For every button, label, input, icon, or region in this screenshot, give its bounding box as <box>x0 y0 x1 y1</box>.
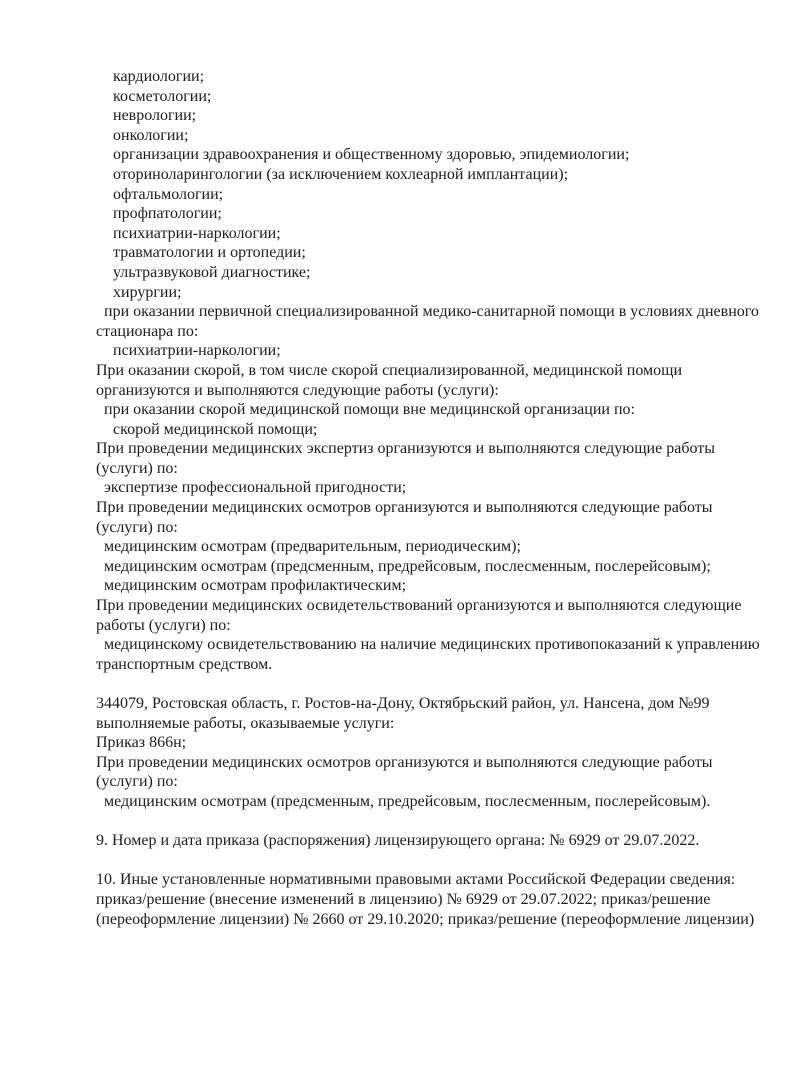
text-line: профпатологии; <box>113 205 222 223</box>
text-line: При проведении медицинских осмотров организуются и выполняются следующие работы <box>96 753 713 771</box>
text-line: При оказании скорой, в том числе скорой специализированной, медицинской помощи <box>96 361 683 379</box>
text-line: экспертизе профессиональной пригодности; <box>104 479 407 497</box>
blank-line <box>96 851 782 871</box>
text-line: организуются и выполняются следующие работы (услуги): <box>96 381 499 399</box>
text-line: при оказании скорой медицинской помощи вне медицинской организации по: <box>104 401 635 419</box>
text-line: травматологии и ортопедии; <box>113 244 306 262</box>
text-line: Приказ 866н; <box>96 734 187 752</box>
text-line: психиатрии-наркологии; <box>113 224 281 242</box>
text-line: стационара по: <box>96 322 199 340</box>
text-line: офтальмологии; <box>113 185 224 203</box>
text-line: косметологии; <box>113 87 212 105</box>
text-line: (услуги) по: <box>96 773 178 791</box>
text-line: (услуги) по: <box>96 518 178 536</box>
text-line: При проведении медицинских освидетельствований организуются и выполняются следующие <box>96 597 742 615</box>
text-line: 9. Номер и дата приказа (распоряжения) лицензирующего органа: № 6929 от 29.07.2022. <box>96 832 700 850</box>
text-line: медицинским осмотрам (предварительным, периодическим); <box>104 538 521 556</box>
text-line: 344079, Ростовская область, г. Ростов-на-Дону, Октябрьский район, ул. Нансена, дом №99 <box>96 695 710 712</box>
text-line: транспортным средством. <box>96 655 273 673</box>
text-line: ультразвуковой диагностике; <box>113 263 311 281</box>
text-line: медицинскому освидетельствованию на наличие медицинских противопоказаний к управлению <box>104 636 760 654</box>
text-line: (переоформление лицензии) № 2660 от 29.10.2020; приказ/решение (переоформление лицензии) <box>96 910 755 928</box>
text-line: медицинским осмотрам профилактическим; <box>104 577 407 595</box>
text-line: при оказании первичной специализированной медико-санитарной помощи в условиях дневного <box>104 303 759 321</box>
text-line: хирургии; <box>113 283 182 301</box>
text-line: медицинским осмотрам (предсменным, предрейсовым, послесменным, послерейсовым). <box>104 792 711 810</box>
text-line: скорой медицинской помощи; <box>113 420 318 438</box>
text-line: психиатрии-наркологии; <box>113 342 281 360</box>
text-line: онкологии; <box>113 126 189 144</box>
text-line: выполняемые работы, оказываемые услуги: <box>96 714 395 732</box>
text-line: неврологии; <box>113 107 197 125</box>
text-line: При проведении медицинских экспертиз организуются и выполняются следующие работы <box>96 440 715 458</box>
text-line: работы (услуги) по: <box>96 616 231 634</box>
blank-line <box>96 674 782 694</box>
text-line: оториноларингологии (за исключением кохлеарной имплантации); <box>113 165 569 183</box>
text-line: приказ/решение (внесение изменений в лицензию) № 6929 от 29.07.2022; приказ/решение <box>96 890 711 908</box>
text-line: При проведении медицинских осмотров организуются и выполняются следующие работы <box>96 499 713 517</box>
text-line: (услуги) по: <box>96 459 178 477</box>
text-line: медицинским осмотрам (предсменным, предрейсовым, послесменным, послерейсовым); <box>104 557 711 575</box>
text-line: 10. Иные установленные нормативными правовыми актами Российской Федерации сведения: <box>96 871 736 889</box>
blank-line <box>96 812 782 832</box>
text-line: организации здравоохранения и общественному здоровью, эпидемиологии; <box>113 146 630 164</box>
text-line: кардиологии; <box>113 68 205 85</box>
